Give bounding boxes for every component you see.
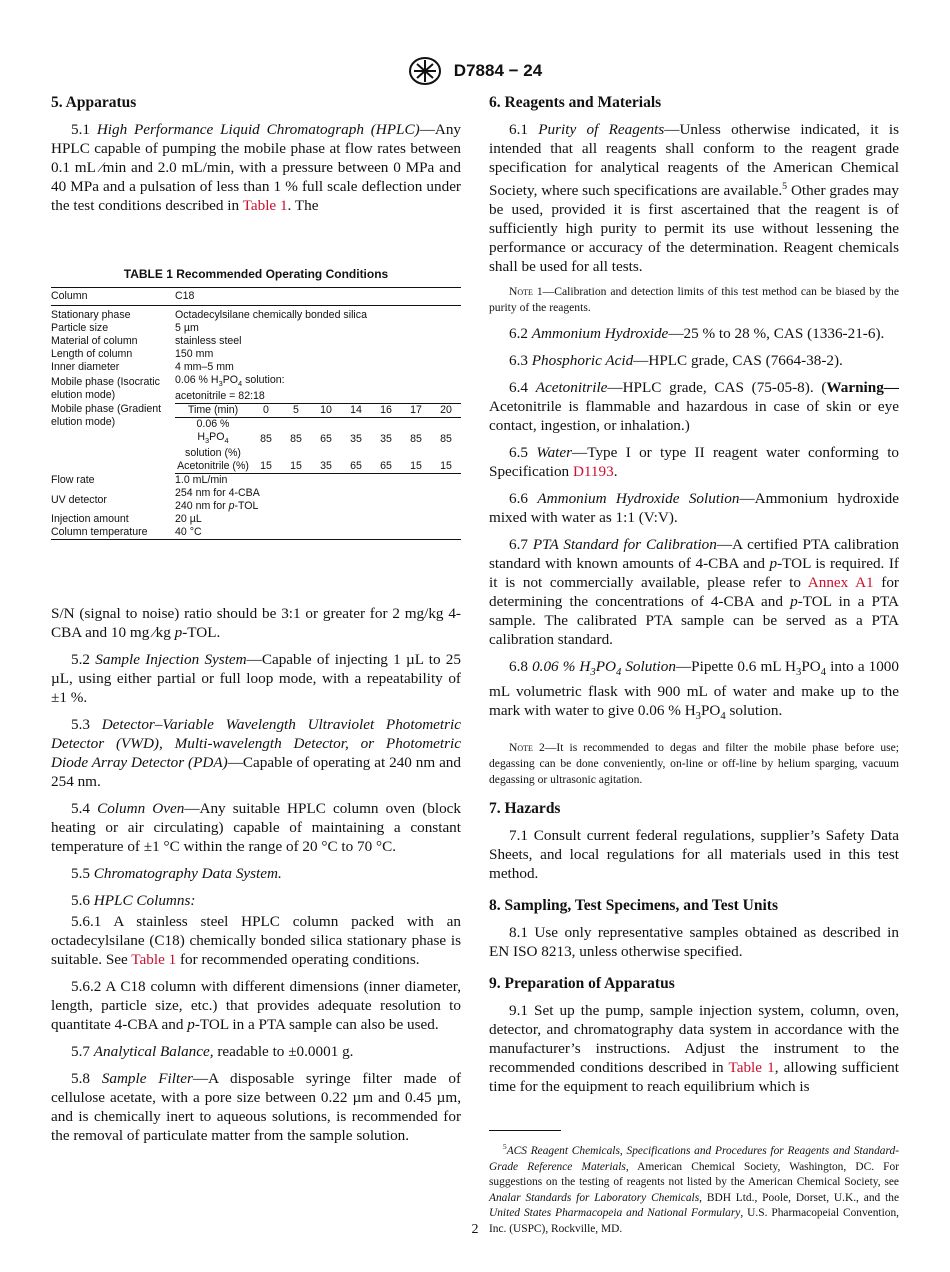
right-column [489,90,899,1237]
document-id: D7884 − 24 [453,61,543,80]
footnote-divider [489,1130,561,1131]
table-1-link[interactable]: Table 1 [131,951,177,969]
paragraph-6-3: 6.3 Phosphoric Acid—HPLC grade, CAS (7664-38-2). [509,352,843,370]
section-6-heading: 6. Reagents and Materials [489,94,662,111]
table-row: Material of column stainless steel [51,335,242,347]
table-row: Particle size 5 µm [51,322,199,334]
table-1-link[interactable]: Table 1 [728,1059,775,1077]
paragraph-6-8: 6.8 0.06 % $H_3PO_4$ Solution—Pipette 0.6 mL $H_3PO_4$ into a 1000 mL volumetric flask with 900 mL of water and make up to the mark with water to give 0.06 % $H_3PO_4$ solution. [489,658,899,723]
paragraph-5-7: 5.7 Analytical Balance, readable to ±0.0001 g. [71,1043,354,1061]
note-1: Note 1—Calibration and detection limits of this test method can be biased by the purity of the reagents. [489,285,899,315]
paragraph-6-2: 6.2 Ammonium Hydroxide—25 % to 28 %, CAS (1336-21-6). [509,325,885,343]
paragraph-5-6-2: 5.6.2 A C18 column with different dimensions (inner diameter, length, particle size, etc.) that provides adequate resolution to quantitate 4-CBA and p-TOL in a PTA sample can also be used. [51,978,461,1034]
table-row: Stationary phase Octadecylsilane chemically bonded silica [51,309,367,321]
table-row: Length of column 150 mm [51,348,214,360]
paragraph-5-6: 5.6 HPLC Columns: [71,892,196,910]
table-row: Mobile phase (Isocratic elution mode) 0.06 % $H_3PO_4$ solution: acetonitrile = 82:18 [51,374,285,403]
paragraph-9-1: 9.1 Set up the pump, sample injection system, column, oven, detector, and chromatography data system in accordance with the manufacturer’s instructions. Adjust the instrument to the recommended conditions described in Table 1, allowing sufficient time for the equipment to reach equilibrium which is [489,1002,899,1096]
paragraph-6-7: 6.7 PTA Standard for Calibration—A certified PTA calibration standard with known amounts of 4-CBA and p-TOL is required. If it is not commercially available, please refer to Annex A1 for determining the concentrations of 4-CBA and p-TOL in a PTA sample. The calibrated PTA sample can be served as a PTA calibration standard. [489,536,900,649]
astm-logo-icon [408,56,442,86]
paragraph-7-1: 7.1 Consult current federal regulations, supplier’s Safety Data Sheets, and local regulations for all materials used in this test method. [489,827,899,883]
table-row: Mobile phase (Gradient elution mode) Time (min) 0 5 10 14 16 17 20 0.06 % $H_3PO_4$ solution (%) 85 85 65 35 35 85 85 Acetonitrile (%) 15 15 35 65 65 15 15 [51,403,461,474]
paragraph-8-1: 8.1 Use only representative samples obtained as described in EN ISO 8213, unless otherwise specified. [489,924,899,961]
table-row: Flow rate 1.0 mL/min [51,474,228,487]
paragraph-5-8: 5.8 Sample Filter—A disposable syringe filter made of cellulose acetate, with a pore size between 0.22 µm and 0.45 µm, and is chemically inert to aqueous solutions, is recommended for the removal of particulate matter from the sample solution. [51,1070,462,1145]
table-1-caption: TABLE 1 Recommended Operating Conditions [123,267,389,281]
table-row: Column C18 [51,288,461,306]
d1193-link[interactable]: D1193 [572,463,614,481]
annex-a1-link[interactable]: Annex A1 [807,574,874,592]
paragraph-6-4: 6.4 Acetonitrile—HPLC grade, CAS (75-05-8). (Warning—Acetonitrile is flammable and hazardous in case of skin or eye contact, ingestion, or inhalation.) [489,379,899,435]
table-row: Inner diameter 4 mm–5 mm [51,361,234,373]
left-column [51,90,461,1153]
paragraph-6-6: 6.6 Ammonium Hydroxide Solution—Ammonium hydroxide mixed with water as 1:1 (V:V). [489,490,899,527]
paragraph-5-3: 5.3 Detector–Variable Wavelength Ultraviolet Photometric Detector (VWD), Multi-wavelength Detector, or Photometric Diode Array Detector (PDA)—Capable of operating at 240 nm and 254 nm. [51,716,461,791]
paragraph-6-1: 6.1 Purity of Reagents—Unless otherwise indicated, it is intended that all reagents shall conform to the reagent grade specification for analytical reagents of the American Chemical Society, where such specifications are available.$^5$ Other grades may be used, provided it is first ascertained that the reagent is of sufficiently high purity to permit its use without lessening the performance or accuracy of the determination. Reagent chemicals shall be used for all tests. [489,121,900,276]
table-row: Injection amount 20 µL [51,513,202,526]
paragraph-5-2: 5.2 Sample Injection System—Capable of injecting 1 µL to 25 µL, using either partial or full loop mode, with a repeatability of ±1 %. [51,651,461,707]
table-row: Column temperature 40 °C [51,526,461,540]
section-7-heading: 7. Hazards [489,800,561,818]
section-8-heading: 8. Sampling, Test Specimens, and Test Units [489,897,778,915]
paragraph-5-1: 5.1 High Performance Liquid Chromatograph (HPLC)—Any HPLC capable of pumping the mobile phase at flow rates between 0.1 mL ⁄min and 2.0 mL/min, with a pressure between 0 MPa and 40 MPa and a pulsation of less than 1 % full scale deflection under the test conditions described in Table 1. The [51,121,462,214]
page-number: 2 [471,1222,479,1237]
gradient-table: Time (min) 0 5 10 14 16 17 20 0.06 % $H_3PO_4$ solution (%) 85 85 65 35 35 85 85 Acetonitrile (%) 15 15 35 65 65 15 15 [175,403,461,474]
paragraph-5-6-1: 5.6.1 A stainless steel HPLC column packed with an octadecylsilane (C18) chemically bonded silica stationary phase is suitable. See Table 1 for recommended operating conditions. [51,913,461,969]
paragraph-5-1-cont: S/N (signal to noise) ratio should be 3:1 or greater for 2 mg/kg 4-CBA and 10 mg ⁄kg p-TOL. [51,605,461,642]
table-row: UV detector 254 nm for 4-CBA 240 nm for p-TOL [51,487,260,513]
footnote-5: $^5$ACS Reagent Chemicals, Specifications and Procedures for Reagents and Standard-Grade Reference Materials, American Chemical Society, Washington, DC. For suggestions on the testing of reagents not listed by the American Chemical Society, see Analar Standards for Laboratory Chemicals, BDH Ltd., Poole, Dorset, U.K., and the United States Pharmacopeia and National Formulary, U.S. Pharmacopeial Convention, Inc. (USPC), Rockville, MD. [489,1142,900,1235]
table-1-link[interactable]: Table 1 [242,197,288,214]
paragraph-5-4: 5.4 Column Oven—Any suitable HPLC column oven (block heating or air circulating) capable of maintaining a constant temperature of ±1 °C within the range of 20 °C to 70 °C. [51,800,462,856]
paragraph-5-5: 5.5 Chromatography Data System. [71,865,282,883]
footnote-ref: 5 [782,181,788,192]
operating-conditions-table [51,287,461,540]
section-9-heading: 9. Preparation of Apparatus [489,975,675,993]
page-header [0,56,950,86]
section-5-heading: 5. Apparatus [51,94,137,111]
note-2: Note 2—It is recommended to degas and filter the mobile phase before use; degassing can be done conveniently, on-line or off-line by helium sparging, vacuum degassing or ultrasonic agitation. [489,741,899,787]
paragraph-6-5: 6.5 Water—Type I or type II reagent water conforming to Specification D1193. [489,444,900,481]
